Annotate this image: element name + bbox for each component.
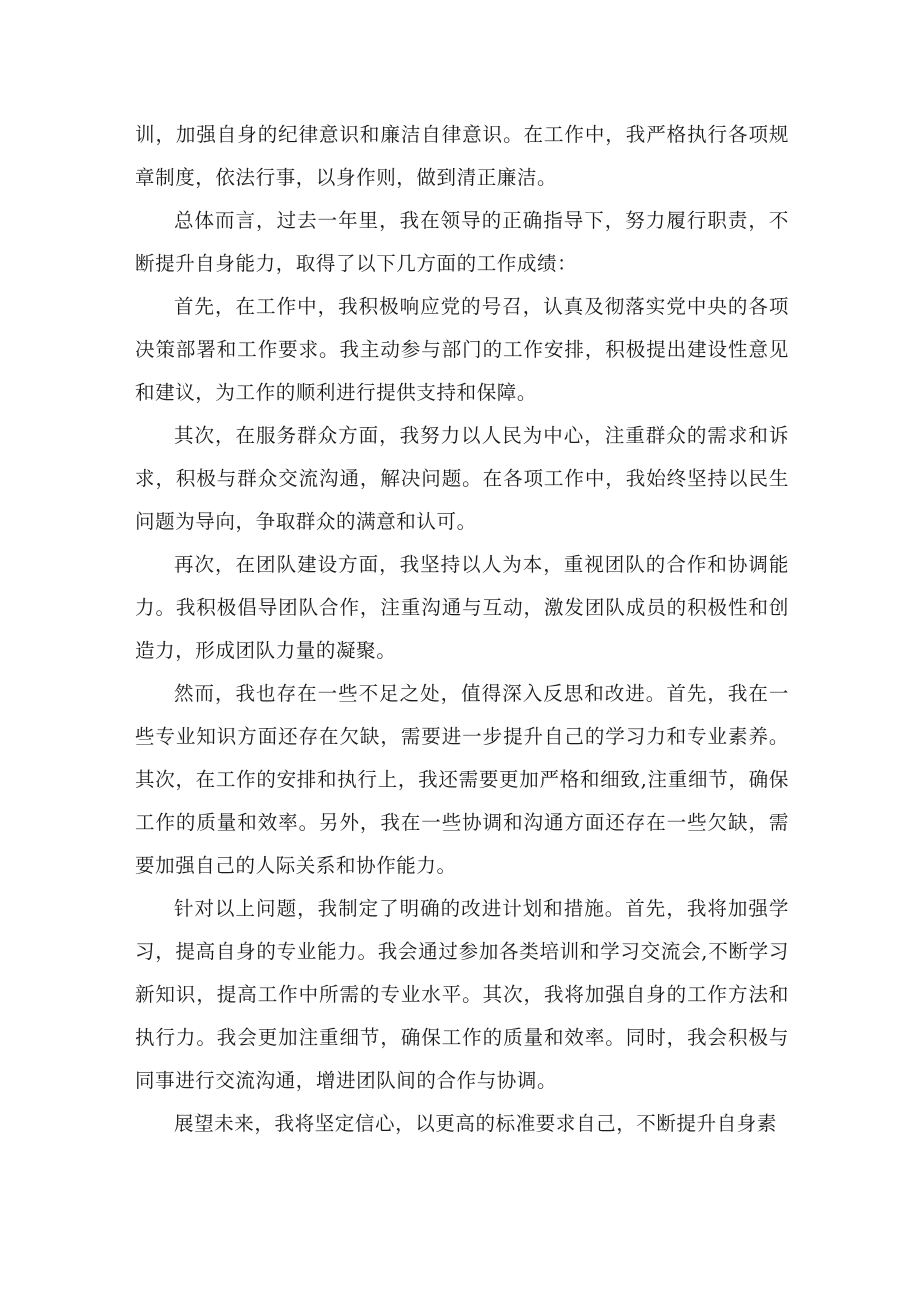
paragraph-third: 再次，在团队建设方面，我坚持以人为本，重视团队的合作和协调能力。我积极倡导团队合作，注重沟通与互动，激发团队成员的积极性和创造力，形成团队力量的凝聚。 [135,553,789,662]
paragraph-shortcomings: 然而，我也存在一些不足之处，值得深入反思和改进。首先，我在一些专业知识方面还存在欠缺，需要进一步提升自己的学习力和专业素养。其次，在工作的安排和执行上，我还需要更加严格和细致,注重细节，确保工作的质量和效率。另外，我在一些协调和沟通方面还存在一些欠缺，需要加强自己的人际关系和协作能力。 [135,682,789,877]
paragraph-improvement: 针对以上问题，我制定了明确的改进计划和措施。首先，我将加强学习，提高自身的专业能力。我会通过参加各类培训和学习交流会,不断学习新知识，提高工作中所需的专业水平。其次，我将加强自身的工作方法和执行力。我会更加注重细节，确保工作的质量和效率。同时，我会积极与同事进行交流沟通，增进团队间的合作与协调。 [135,897,789,1092]
paragraph-continued: 训，加强自身的纪律意识和廉洁自律意识。在工作中，我严格执行各项规章制度，依法行事，以身作则，做到清正廉洁。 [135,123,789,189]
document-body [135,113,789,1145]
paragraph-summary: 总体而言，过去一年里，我在领导的正确指导下，努力履行职责，不断提升自身能力，取得了以下几方面的工作成绩： [135,209,789,275]
paragraph-first: 首先，在工作中，我积极响应党的号召，认真及彻落实党中央的各项决策部署和工作要求。我主动参与部门的工作安排，积极提出建设性意见和建议，为工作的顺利进行提供支持和保障。 [135,295,789,404]
paragraph-second: 其次，在服务群众方面，我努力以人民为中心，注重群众的需求和诉求，积极与群众交流沟通，解决问题。在各项工作中，我始终坚持以民生问题为导向，争取群众的满意和认可。 [135,424,789,533]
paragraph-outlook: 展望未来，我将坚定信心，以更高的标准要求自己，不断提升自身素 [174,1112,778,1135]
